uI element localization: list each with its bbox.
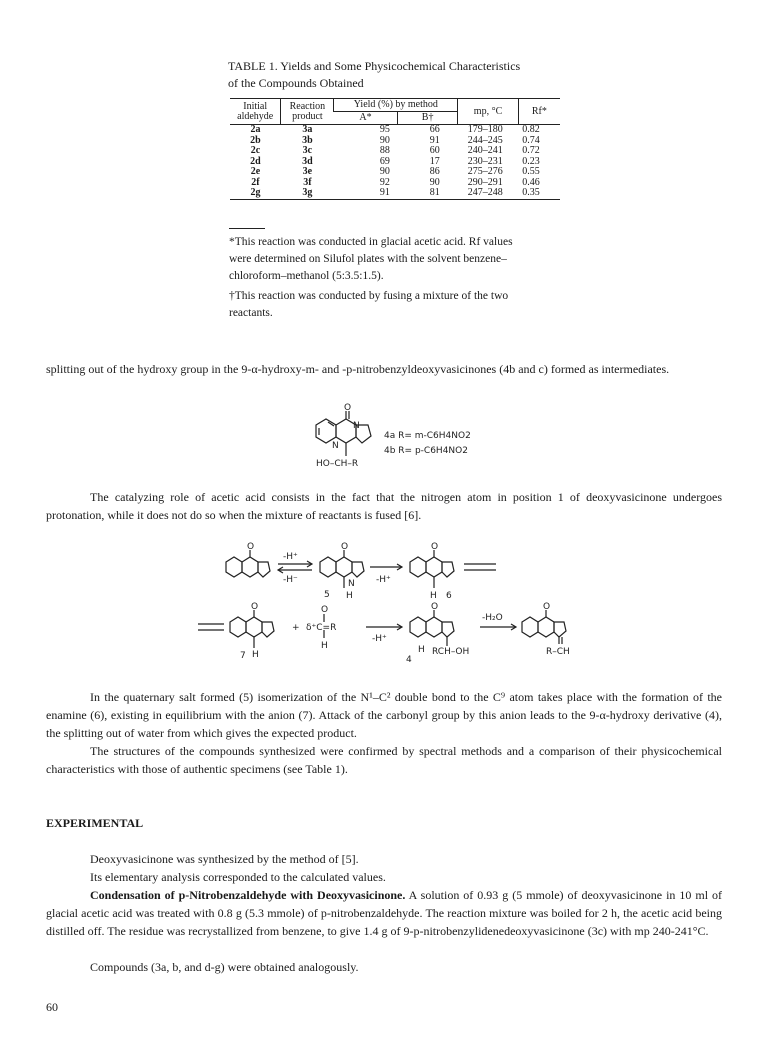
cell-product: 3b [302, 134, 313, 146]
cell-mp: 290–291 [467, 176, 503, 188]
col-mp: mp, °C [458, 99, 519, 125]
scheme-aldehyde: δ⁺C=R [306, 623, 337, 633]
table-row [230, 136, 560, 147]
scheme-minus-h: -H⁺ [372, 634, 387, 644]
cell-aldehyde: 2c [250, 145, 261, 157]
cell-mp: 247–248 [458, 188, 519, 199]
scheme-row1-drawing [226, 550, 496, 588]
cell-aldehyde: 2a [250, 124, 261, 136]
cell-rf: 0.55 [522, 166, 540, 178]
structure-4-n3: N [353, 421, 360, 431]
cell-yield-b: 86 [429, 166, 440, 178]
cell-rf: 0.72 [522, 145, 540, 157]
scheme-rch-oh: RCH–OH [432, 647, 470, 657]
scheme-label-7: 7 [240, 651, 246, 661]
table-1 [230, 98, 560, 200]
cell-yield-a: 90 [379, 134, 390, 146]
cell-aldehyde: 2d [250, 155, 261, 167]
cell-mp: 179–180 [467, 124, 503, 136]
scheme-h-4: H [418, 645, 425, 655]
footnote-a [229, 234, 569, 285]
cell-rf: 0.82 [522, 124, 540, 136]
footnote-a-line2: were determined on Silufol plates with the solvent benzene– [229, 253, 507, 265]
scheme-aldehyde-o: O [321, 605, 329, 615]
cell-product: 3e [302, 166, 313, 178]
scheme-n-5: N [348, 579, 355, 589]
table-row [230, 125, 560, 136]
table-row [230, 178, 560, 189]
scheme-h-7: H [252, 650, 259, 660]
cell-aldehyde: 2e [250, 166, 261, 178]
cell-yield-a: 69 [379, 155, 390, 167]
cell-rf: 0.35 [518, 188, 560, 199]
experimental-para-1: Deoxyvasicinone was synthesized by the method of [5]. [90, 852, 359, 866]
cell-mp: 275–276 [467, 166, 503, 178]
col-method-b: B† [398, 112, 458, 125]
cell-yield-a: 92 [379, 176, 390, 188]
scheme-h-5: H [346, 591, 353, 601]
cell-yield-a: 91 [334, 188, 398, 199]
table-caption [228, 58, 588, 92]
cell-rf: 0.23 [522, 155, 540, 167]
table-caption-line1: TABLE 1. Yields and Some Physicochemical Characteristics [228, 59, 521, 73]
cell-yield-b: 66 [429, 124, 440, 136]
mechanism-scheme [196, 540, 596, 674]
cell-yield-a: 88 [379, 145, 390, 157]
table-row [230, 167, 560, 178]
scheme-o-4: O [431, 602, 439, 612]
scheme-plus: + [292, 623, 300, 633]
scheme-o-product: O [543, 602, 551, 612]
cell-yield-b: 90 [429, 176, 440, 188]
structure-4b-legend: 4b R= p-C6H4NO2 [384, 446, 468, 456]
table-row [230, 157, 560, 168]
table-caption-line2: of the Compounds Obtained [228, 76, 364, 90]
cell-rf: 0.46 [522, 176, 540, 188]
col-reaction-product: Reaction product [281, 99, 334, 125]
cell-yield-b: 91 [429, 134, 440, 146]
structure-4-drawing [316, 411, 371, 456]
paragraph-4: The structures of the compounds synthesized were confirmed by spectral methods and a comparison of their physicochemical characteristics with those of authentic specimens (see Table 1). [46, 744, 722, 776]
table-row [230, 188, 560, 199]
footnote-rule [229, 228, 265, 229]
cell-aldehyde: 2b [250, 134, 261, 146]
structure-4-n1: N [332, 441, 339, 451]
cell-aldehyde: 2f [251, 176, 260, 188]
scheme-o-7: O [251, 602, 259, 612]
cell-product: 3f [303, 176, 312, 188]
col-rf: Rf* [518, 99, 560, 125]
footnote-b-line1: †This reaction was conducted by fusing a mixture of the two [229, 290, 509, 302]
scheme-minus-h2o: -H₂O [482, 613, 503, 623]
scheme-r-ch: R–CH [546, 647, 570, 657]
experimental-para-3-heading: Condensation of p-Nitrobenzaldehyde with Deoxyvasicinone. [90, 888, 406, 902]
footnote-b [229, 288, 569, 322]
scheme-o-5: O [341, 542, 349, 552]
cell-mp: 244–245 [467, 134, 503, 146]
scheme-arrow2-top: -H⁺ [376, 575, 391, 585]
col-initial-aldehyde: Initial aldehyde [230, 99, 281, 125]
structure-4-o: O [344, 403, 352, 413]
cell-product: 3g [281, 188, 334, 199]
table-row [230, 146, 560, 157]
experimental-para-3 [46, 886, 722, 940]
scheme-h-6: H [430, 591, 437, 601]
scheme-label-5: 5 [324, 590, 330, 600]
cell-yield-a: 95 [379, 124, 390, 136]
section-heading-experimental: EXPERIMENTAL [46, 816, 144, 830]
paragraph-2: The catalyzing role of acetic acid consists in the fact that the nitrogen atom in position 1 of deoxyvasicinone undergoes protonation, while it does not do so when the mixture of reactants is fused [6]. [46, 490, 722, 522]
cell-mp: 230–231 [467, 155, 503, 167]
scheme-arrow1-bottom: -H⁻ [283, 575, 298, 585]
experimental-para-4: Compounds (3a, b, and d-g) were obtained analogously. [90, 960, 359, 974]
scheme-label-4: 4 [406, 655, 412, 665]
structure-4-substituent: HO–CH–R [316, 459, 359, 469]
footnote-a-line3: chloroform–methanol (5:3.5:1.5). [229, 270, 384, 282]
cell-yield-b: 81 [398, 188, 458, 199]
col-method-a: A* [334, 112, 398, 125]
scheme-o-6: O [431, 542, 439, 552]
paragraph-3: In the quaternary salt formed (5) isomerization of the N¹–C² double bond to the C⁹ atom takes place with the formation of the enamine (6), existing in equilibrium with the anion (7). Attack of the carbonyl group by this anion leads to the 9-α-hydroxy derivative (4), the splitting out of water from which gives the expected product. [46, 690, 722, 740]
experimental-para-2: Its elementary analysis corresponded to the calculated values. [90, 870, 386, 884]
footnote-a-line1: *This reaction was conducted in glacial acetic acid. Rf values [229, 236, 513, 248]
page-number: 60 [46, 1000, 58, 1014]
cell-product: 3d [302, 155, 313, 167]
cell-rf: 0.74 [522, 134, 540, 146]
scheme-arrow1-top: -H⁺ [283, 552, 298, 562]
cell-product: 3c [302, 145, 313, 157]
scheme-aldehyde-h: H [321, 641, 328, 651]
paragraph-1: splitting out of the hydroxy group in the 9-α-hydroxy-m- and -p-nitrobenzyldeoxyvasicinones (4b and c) formed as intermediates. [46, 362, 670, 376]
footnote-b-line2: reactants. [229, 307, 273, 319]
col-yield-group: Yield (%) by method [334, 99, 458, 112]
cell-product: 3a [302, 124, 313, 136]
cell-yield-b: 17 [429, 155, 440, 167]
structure-4a-legend: 4a R= m-C6H4NO2 [384, 431, 471, 441]
cell-aldehyde: 2g [230, 188, 281, 199]
cell-yield-b: 60 [429, 145, 440, 157]
cell-mp: 240–241 [467, 145, 503, 157]
scheme-o-a: O [247, 542, 255, 552]
cell-yield-a: 90 [379, 166, 390, 178]
scheme-label-6: 6 [446, 591, 452, 601]
experimental-para-3-text: A solution of 0.93 g (5 mmole) of deoxyvasicinone in 10 ml of glacial acetic acid was treated with 0.8 g (5.3 mmole) of p-nitrobenzaldehyde. The reaction mixture was boiled for 2 h, the acetic acid being distilled off. The residue was recrystallized from benzene, to give 1.4 g of 9-p-nitrobenzylidenedeoxyvasicinone (3c) with mp 240-241°C. [46, 888, 723, 938]
structure-4 [296, 400, 536, 474]
